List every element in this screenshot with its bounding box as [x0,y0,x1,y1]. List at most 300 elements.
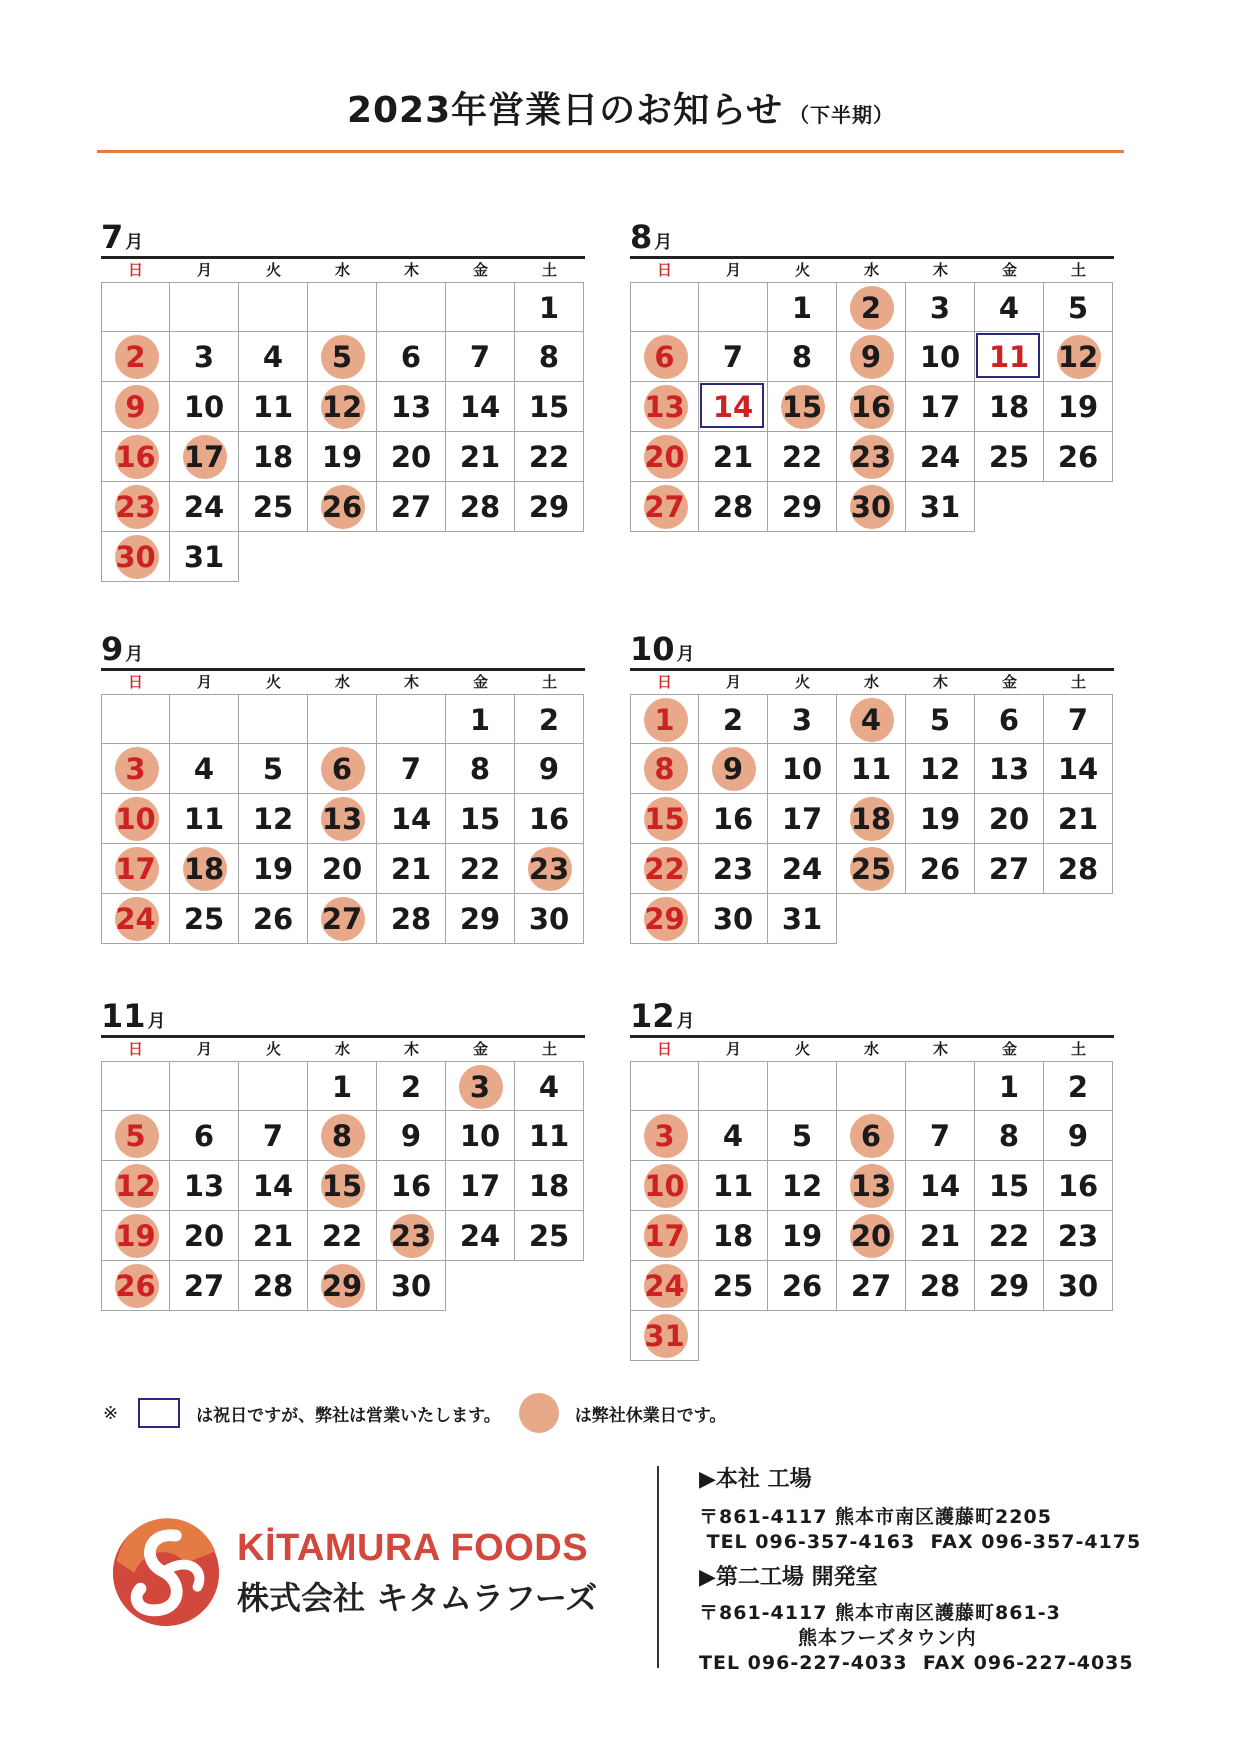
day-cell [699,1261,768,1311]
day-number: 17 [781,802,823,836]
day-cell [975,844,1044,894]
day-number: 22 [781,440,823,474]
day-cell [768,694,837,744]
empty-day-cell [768,1061,837,1111]
day-number: 18 [528,1169,570,1203]
day-number: 29 [781,490,823,524]
day-cell [906,1161,975,1211]
day-cell [446,844,515,894]
office-second-factory [699,1560,1134,1676]
day-cell [975,382,1044,432]
day-number: 24 [115,902,156,936]
day-cell [308,1111,377,1161]
weekday-label: 日 [656,261,672,279]
day-number: 16 [115,440,156,474]
day-number: 9 [860,340,882,374]
day-number: 2 [538,703,560,737]
day-cell [768,1111,837,1161]
day-cell [906,1211,975,1261]
weekday-label: 金 [1001,261,1017,279]
day-cell [515,894,584,944]
day-grid [101,282,585,582]
day-number: 9 [538,752,560,786]
month-number: 11 [101,997,146,1035]
weekday-label: 火 [794,261,810,279]
day-cell [170,844,239,894]
day-cell [170,482,239,532]
day-cell [837,432,906,482]
month-number: 12 [630,997,675,1035]
day-cell [768,1161,837,1211]
day-cell [239,1261,308,1311]
day-cell [837,482,906,532]
day-cell [308,794,377,844]
day-number: 15 [321,1169,363,1203]
empty-day-cell [630,282,699,332]
day-number: 7 [722,340,744,374]
month-heading [630,997,1114,1035]
day-grid [630,1061,1114,1361]
day-cell [975,744,1044,794]
day-number: 26 [321,490,363,524]
day-cell [699,1211,768,1261]
day-cell [377,1161,446,1211]
day-cell [768,844,837,894]
empty-day-cell [837,1061,906,1111]
day-cell [630,1211,699,1261]
day-cell [239,844,308,894]
day-number: 20 [321,852,363,886]
weekday-label: 木 [932,261,948,279]
month-calendar [101,218,585,582]
day-cell [906,1111,975,1161]
day-number: 21 [1057,802,1099,836]
day-cell [906,432,975,482]
empty-day-cell [101,282,170,332]
weekday-label: 土 [1070,1040,1086,1058]
day-number: 13 [644,390,685,424]
day-cell [699,1161,768,1211]
weekday-label: 土 [1070,673,1086,691]
day-cell [239,1161,308,1211]
weekday-label: 水 [863,261,879,279]
day-number: 25 [988,440,1030,474]
empty-day-cell [377,694,446,744]
day-grid [630,282,1114,532]
empty-day-cell [975,894,1044,944]
day-cell [975,1061,1044,1111]
empty-day-cell [1044,1311,1113,1361]
day-cell [515,794,584,844]
weekday-label: 金 [472,1040,488,1058]
day-cell [906,744,975,794]
day-number: 17 [183,440,225,474]
day-number: 16 [1057,1169,1099,1203]
empty-day-cell [377,282,446,332]
day-cell [630,382,699,432]
day-number: 21 [459,440,501,474]
day-cell [699,382,768,432]
day-number: 28 [252,1269,294,1303]
day-cell [170,794,239,844]
weekday-label: 水 [863,673,879,691]
empty-day-cell [906,1311,975,1361]
day-number: 17 [919,390,961,424]
day-cell [906,382,975,432]
day-cell [170,744,239,794]
holiday-open-box-icon [138,1398,180,1428]
weekday-label: 木 [932,1040,948,1058]
day-cell [239,744,308,794]
day-cell [975,794,1044,844]
weekday-header [101,1038,585,1061]
day-number: 11 [528,1119,570,1153]
day-number: 7 [262,1119,284,1153]
day-cell [515,694,584,744]
day-number: 19 [321,440,363,474]
empty-day-cell [239,532,308,582]
day-number: 26 [1057,440,1099,474]
empty-day-cell [170,282,239,332]
day-number: 14 [1057,752,1099,786]
month-calendar [101,997,585,1311]
weekday-label: 月 [725,1040,741,1058]
day-cell [699,332,768,382]
day-number: 6 [331,752,353,786]
day-number: 15 [988,1169,1030,1203]
weekday-label: 火 [265,261,281,279]
day-number: 8 [538,340,560,374]
day-number: 4 [860,703,882,737]
day-number: 16 [850,390,892,424]
day-number: 19 [1057,390,1099,424]
day-cell [101,382,170,432]
empty-day-cell [837,1311,906,1361]
day-cell [170,532,239,582]
empty-day-cell [101,1061,170,1111]
weekday-header [630,1038,1114,1061]
weekday-header [101,259,585,282]
day-number: 4 [262,340,284,374]
day-cell [975,1111,1044,1161]
day-number: 10 [115,802,156,836]
day-number: 9 [400,1119,422,1153]
day-cell [446,482,515,532]
day-cell [308,1161,377,1211]
day-number: 30 [390,1269,432,1303]
day-cell [906,482,975,532]
day-number: 12 [919,752,961,786]
day-grid [101,694,585,944]
day-cell [906,694,975,744]
weekday-label: 日 [127,1040,143,1058]
day-cell [1044,432,1113,482]
day-number: 13 [390,390,432,424]
empty-day-cell [768,1311,837,1361]
day-cell [515,1211,584,1261]
day-cell [239,432,308,482]
weekday-label: 金 [472,673,488,691]
weekday-label: 木 [932,673,948,691]
day-number: 5 [125,1119,146,1153]
day-number: 3 [125,752,146,786]
day-number: 15 [781,390,823,424]
day-cell [377,332,446,382]
month-suffix: 月 [676,644,695,665]
day-number: 28 [459,490,501,524]
day-number: 23 [1057,1219,1099,1253]
day-number: 24 [644,1269,685,1303]
weekday-label: 木 [403,1040,419,1058]
office-address: 〒861-4117 熊本市南区護藤町2205 [699,1506,1052,1528]
day-number: 20 [988,802,1030,836]
day-number: 29 [644,902,685,936]
day-number: 18 [988,390,1030,424]
month-heading [630,218,1114,256]
day-cell [239,1111,308,1161]
weekday-label: 月 [725,673,741,691]
month-heading [101,218,585,256]
day-number: 1 [331,1070,353,1104]
month-number: 9 [101,630,124,668]
day-number: 15 [459,802,501,836]
weekday-label: 月 [196,261,212,279]
day-number: 20 [850,1219,892,1253]
day-number: 19 [252,852,294,886]
weekday-label: 火 [265,673,281,691]
day-number: 2 [125,340,146,374]
day-cell [170,382,239,432]
day-cell [630,482,699,532]
day-cell [377,1061,446,1111]
day-number: 18 [183,852,225,886]
day-number: 16 [390,1169,432,1203]
day-cell [101,894,170,944]
day-cell [975,694,1044,744]
day-cell [308,332,377,382]
day-number: 23 [390,1219,432,1253]
day-number: 29 [528,490,570,524]
day-number: 25 [712,1269,754,1303]
day-cell [699,482,768,532]
day-cell [699,744,768,794]
day-cell [1044,744,1113,794]
day-number: 5 [331,340,353,374]
day-cell [1044,844,1113,894]
brand-name-en: KİTAMURA FOODS [237,1527,589,1569]
day-cell [446,1211,515,1261]
day-cell [906,844,975,894]
day-number: 1 [998,1070,1020,1104]
empty-day-cell [170,694,239,744]
day-cell [1044,1111,1113,1161]
day-number: 23 [850,440,892,474]
empty-day-cell [1044,482,1113,532]
day-number: 27 [644,490,685,524]
weekday-header [630,671,1114,694]
weekday-label: 日 [127,673,143,691]
day-cell [446,432,515,482]
closed-circle-icon [519,1393,559,1433]
day-number: 1 [654,703,675,737]
day-cell [699,844,768,894]
empty-day-cell [975,482,1044,532]
day-number: 3 [929,291,951,325]
day-cell [446,694,515,744]
day-cell [101,332,170,382]
day-number: 21 [919,1219,961,1253]
day-cell [101,1111,170,1161]
day-cell [768,794,837,844]
day-number: 11 [712,1169,754,1203]
day-cell [975,432,1044,482]
day-cell [975,332,1044,382]
day-cell [170,1161,239,1211]
day-number: 30 [850,490,892,524]
day-number: 16 [528,802,570,836]
empty-day-cell [515,532,584,582]
day-number: 17 [459,1169,501,1203]
day-cell [768,482,837,532]
day-number: 13 [850,1169,892,1203]
day-number: 28 [712,490,754,524]
day-number: 10 [781,752,823,786]
day-cell [446,1161,515,1211]
month-suffix: 月 [125,232,144,253]
month-heading [630,630,1114,668]
day-number: 26 [919,852,961,886]
day-number: 8 [469,752,491,786]
day-number: 12 [252,802,294,836]
day-cell [446,744,515,794]
day-number: 31 [644,1319,685,1353]
day-cell [768,894,837,944]
day-cell [837,1261,906,1311]
day-cell [377,482,446,532]
day-cell [906,332,975,382]
empty-day-cell [239,1061,308,1111]
day-cell [975,1261,1044,1311]
note-mark: ※ [103,1402,119,1424]
day-cell [308,894,377,944]
empty-day-cell [699,1061,768,1111]
weekday-label: 木 [403,673,419,691]
day-number: 1 [469,703,491,737]
empty-day-cell [446,1261,515,1311]
day-cell [308,1211,377,1261]
day-cell [101,844,170,894]
title-divider [97,150,1124,153]
day-cell [975,1161,1044,1211]
day-number: 26 [115,1269,156,1303]
day-cell [630,844,699,894]
brand-name-jp: 株式会社 キタムラフーズ [237,1579,598,1617]
day-number: 3 [654,1119,675,1153]
vertical-divider [657,1466,659,1668]
day-number: 27 [321,902,363,936]
day-number: 22 [321,1219,363,1253]
day-cell [768,1211,837,1261]
day-number: 9 [722,752,744,786]
day-cell [101,1261,170,1311]
day-cell [170,1261,239,1311]
day-cell [377,744,446,794]
day-number: 28 [919,1269,961,1303]
weekday-label: 金 [1001,1040,1017,1058]
day-number: 13 [183,1169,225,1203]
day-cell [837,844,906,894]
day-number: 3 [193,340,215,374]
empty-day-cell [101,694,170,744]
day-number: 25 [850,852,892,886]
day-number: 5 [262,752,284,786]
day-cell [768,382,837,432]
weekday-label: 火 [794,673,810,691]
day-cell [768,282,837,332]
office-heading: ▶第二工場 開発室 [699,1565,878,1590]
day-number: 17 [644,1219,685,1253]
page-title [0,82,1241,133]
day-number: 13 [321,802,363,836]
month-calendar [630,630,1114,944]
day-cell [630,894,699,944]
day-number: 5 [791,1119,813,1153]
day-number: 1 [538,291,560,325]
day-number: 24 [459,1219,501,1253]
empty-day-cell [630,1061,699,1111]
weekday-label: 日 [656,673,672,691]
day-cell [377,432,446,482]
day-cell [239,1211,308,1261]
day-number: 12 [115,1169,156,1203]
day-number: 14 [919,1169,961,1203]
day-cell [515,332,584,382]
day-number: 24 [183,490,225,524]
weekday-header [101,671,585,694]
day-number: 29 [321,1269,363,1303]
day-cell [906,282,975,332]
day-cell [515,482,584,532]
day-number: 20 [644,440,685,474]
weekday-label: 水 [334,261,350,279]
title-text: 2023年営業日のお知らせ [346,90,784,131]
day-number: 8 [654,752,675,786]
day-cell [101,532,170,582]
office-phone: TEL 096-357-4163 FAX 096-357-4175 [699,1531,1142,1553]
day-number: 21 [390,852,432,886]
day-number: 26 [781,1269,823,1303]
empty-day-cell [377,532,446,582]
day-number: 30 [528,902,570,936]
day-number: 18 [252,440,294,474]
day-number: 18 [712,1219,754,1253]
day-cell [768,1261,837,1311]
day-cell [239,482,308,532]
day-number: 14 [459,390,501,424]
empty-day-cell [906,894,975,944]
day-number: 19 [781,1219,823,1253]
empty-day-cell [699,282,768,332]
empty-day-cell [308,694,377,744]
day-number: 12 [1057,340,1099,374]
day-number: 4 [722,1119,744,1153]
day-number: 24 [919,440,961,474]
weekday-header [630,259,1114,282]
day-number: 14 [390,802,432,836]
weekday-label: 月 [196,1040,212,1058]
weekday-label: 金 [472,261,488,279]
day-cell [377,1261,446,1311]
